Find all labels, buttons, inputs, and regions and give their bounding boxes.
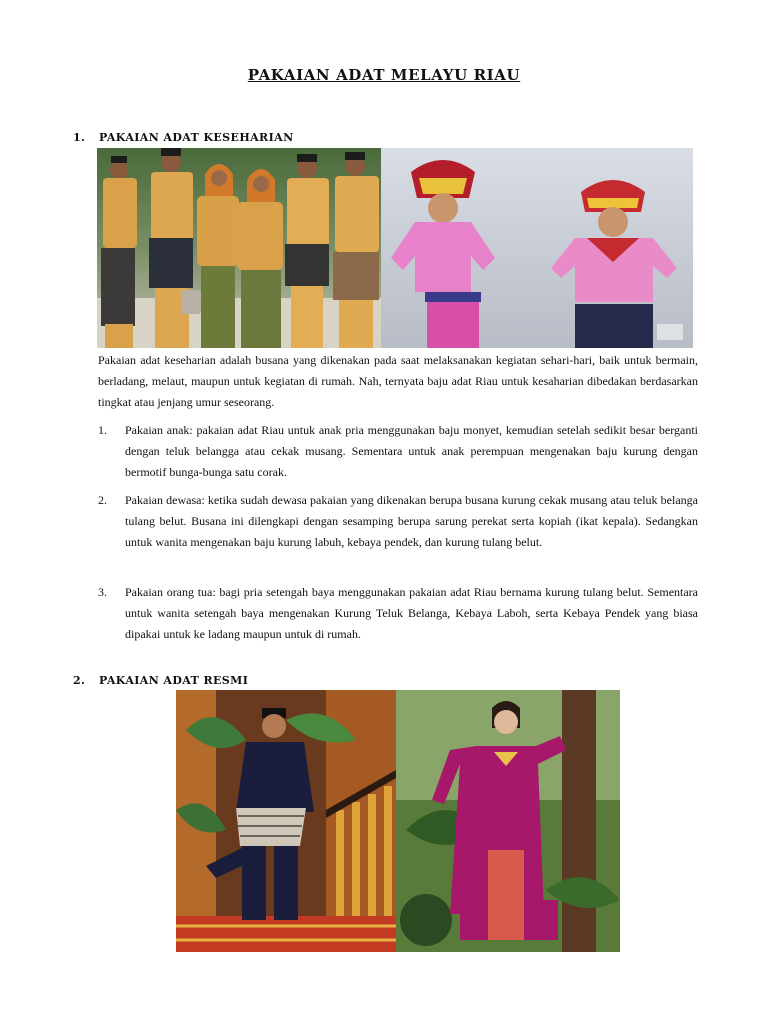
section-title: PAKAIAN ADAT RESMI xyxy=(99,674,249,687)
section-heading-keseharian xyxy=(73,131,294,144)
page-title: PAKAIAN ADAT MELAYU RIAU xyxy=(247,66,521,84)
list-item-number: 1. xyxy=(98,423,107,437)
list-item-text: Pakaian dewasa: ketika sudah dewasa pakaian yang dikenakan berupa busana kurung cekak musang atau teluk belanga tulang belut. Busana ini dilengkapi dengan sesamping berupa sarung perekat serta kopiah (ikat kepala). Sedangkan untuk wanita mengenakan baju kurung labuh, kebaya pendek, dan kurung tulang belut. xyxy=(125,493,698,549)
list-item xyxy=(98,490,698,553)
list-item xyxy=(98,420,698,483)
list-item-text: Pakaian anak: pakaian adat Riau untuk anak pria menggunakan baju monyet, kemudian setelah sedikit besar berganti dengan teluk belangga atau cekak musang. Sementara untuk anak perempuan mengenakan baju kurung dengan bermotif bunga-bunga satu corak. xyxy=(125,423,698,479)
man-formal-costume-photo xyxy=(176,690,396,952)
section-heading-resmi xyxy=(73,674,248,687)
list-item-number: 3. xyxy=(98,585,107,599)
intro-paragraph: Pakaian adat keseharian adalah busana yang dikenakan pada saat melaksanakan kegiatan sehari-hari, baik untuk bermain, berladang, melaut, maupun untuk kegiatan di rumah. Nah, ternyata baju adat Riau untuk kesaharian dibedakan berdasarkan tingkat atau jenjang umur seseorang. xyxy=(98,353,698,409)
list-item xyxy=(98,582,698,645)
section-number: 2. xyxy=(73,674,86,687)
children-costume-photo xyxy=(381,148,693,348)
section-title: PAKAIAN ADAT KESEHARIAN xyxy=(99,131,294,144)
woman-formal-costume-photo xyxy=(396,690,620,952)
section-number: 1. xyxy=(73,131,86,144)
family-group-photo xyxy=(97,148,381,348)
list-item-text: Pakaian orang tua: bagi pria setengah baya menggunakan pakaian adat Riau bernama kurung tulang belut. Sementara untuk wanita setengah baya mengenakan Kurung Teluk Belanga, Kebaya Laboh, serta Kebaya Pendek yang biasa dipakai untuk ke ladang maupun untuk di rumah. xyxy=(125,585,698,641)
list-item-number: 2. xyxy=(98,493,107,507)
